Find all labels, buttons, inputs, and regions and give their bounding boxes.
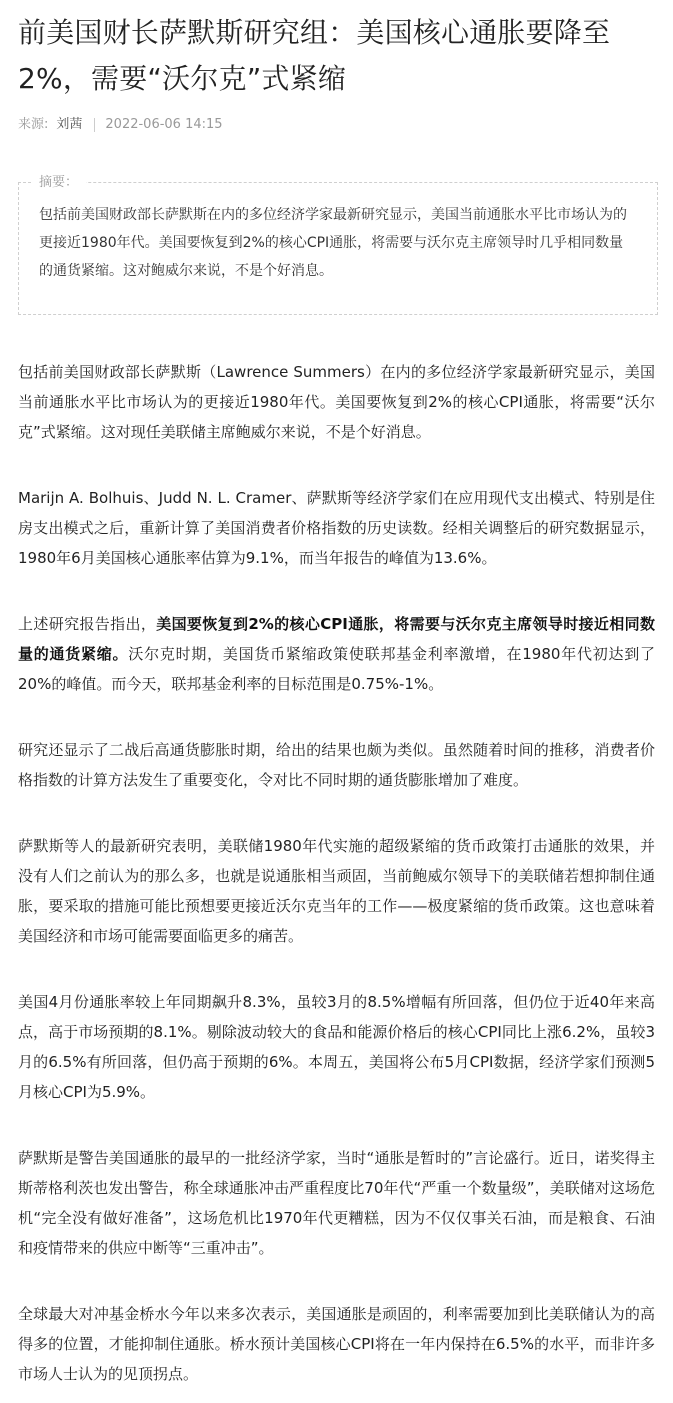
- paragraph-3-rest: 沃尔克时期，美国货币紧缩政策使联邦基金利率激增，在1980年代初达到了20%的峰值。而今天，联邦基金利率的目标范围是0.75%-1%。: [18, 645, 655, 693]
- meta-divider: [94, 118, 95, 132]
- article-meta: [18, 116, 655, 134]
- paragraph-3-highlight: 美国要恢复到2%的核心CPI通胀，将需要与沃尔克主席领导时接近相同数量的通货紧缩。: [18, 615, 655, 663]
- summary-box: [18, 175, 658, 315]
- paragraph-5: 萨默斯等人的最新研究表明，美联储1980年代实施的超级紧缩的货币政策打击通胀的效果，并没有人们之前认为的那么多，也就是说通胀相当顽固，当前鲍威尔领导下的美联储若想抑制住通胀，要采取的措施可能比预想要更接近沃尔克当年的工作——极度紧缩的货币政策。这也意味着美国经济和市场可能需要面临更多的痛苦。: [18, 837, 655, 945]
- publish-date: 2022-06-06 14:15: [105, 117, 223, 132]
- source-label: 来源:: [18, 117, 49, 132]
- paragraph-4: 研究还显示了二战后高通货膨胀时期，给出的结果也颇为类似。虽然随着时间的推移，消费者价格指数的计算方法发生了重要变化，令对比不同时期的通货膨胀增加了难度。: [18, 741, 655, 789]
- paragraph-7: 萨默斯是警告美国通胀的最早的一批经济学家，当时“通胀是暂时的”言论盛行。近日，诺奖得主斯蒂格利茨也发出警告，称全球通胀冲击严重程度比70年代“严重一个数量级”，美联储对这场危机“完全没有做好准备”，这场危机比1970年代更糟糕，因为不仅仅事关石油，而是粮食、石油和疫情带来的供应中断等“三重冲击”。: [18, 1149, 655, 1257]
- summary-text: 包括前美国财政部长萨默斯在内的多位经济学家最新研究显示，美国当前通胀水平比市场认为的更接近1980年代。美国要恢复到2%的核心CPI通胀，将需要与沃尔克主席领导时几乎相同数量的通货紧缩。这对鲍威尔来说，不是个好消息。: [39, 207, 627, 279]
- paragraph-2: Marijn A. Bolhuis、Judd N. L. Cramer、萨默斯等经济学家们在应用现代支出模式、特别是住房支出模式之后，重新计算了美国消费者价格指数的历史读数。经相关调整后的研究数据显示，1980年6月美国核心通胀率估算为9.1%，而当年报告的峰值为13.6%。: [18, 489, 655, 567]
- paragraph-3: [18, 609, 655, 699]
- summary-label: 摘要：: [31, 174, 86, 192]
- article-title: 前美国财长萨默斯研究组：美国核心通胀要降至2%，需要“沃尔克”式紧缩: [18, 16, 611, 95]
- article-body: [18, 357, 655, 1389]
- paragraph-8: 全球最大对冲基金桥水今年以来多次表示，美国通胀是顽固的，利率需要加到比美联储认为的高得多的位置，才能抑制住通胀。桥水预计美国核心CPI将在一年内保持在6.5%的水平，而非许多市场人士认为的见顶拐点。: [18, 1305, 655, 1383]
- author-name[interactable]: 刘茜: [56, 117, 83, 132]
- paragraph-6: 美国4月份通胀率较上年同期飙升8.3%，虽较3月的8.5%增幅有所回落，但仍位于近40年来高点，高于市场预期的8.1%。剔除波动较大的食品和能源价格后的核心CPI同比上涨6.2%，虽较3月的6.5%有所回落，但仍高于预期的6%。本周五，美国将公布5月CPI数据，经济学家们预测5月核心CPI为5.9%。: [18, 993, 655, 1101]
- paragraph-1: 包括前美国财政部长萨默斯（Lawrence Summers）在内的多位经济学家最新研究显示，美国当前通胀水平比市场认为的更接近1980年代。美国要恢复到2%的核心CPI通胀，将需要“沃尔克”式紧缩。这对现任美联储主席鲍威尔来说，不是个好消息。: [18, 363, 655, 441]
- paragraph-3-intro: 上述研究报告指出，: [18, 615, 157, 633]
